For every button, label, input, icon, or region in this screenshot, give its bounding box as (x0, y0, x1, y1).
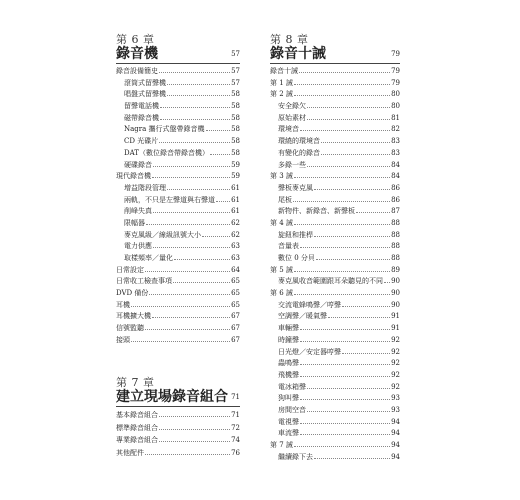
toc-entry-page: 76 (231, 448, 240, 457)
toc-entry-title: 數位 0 分貝 (278, 254, 315, 262)
toc-entry-page: 92 (391, 347, 400, 356)
toc-entry (270, 206, 400, 218)
toc-entry-page: 80 (391, 102, 400, 111)
toc-entry-title: 多錄一些 (278, 160, 306, 169)
dot-leader (328, 317, 390, 318)
toc-entry-title: 第 2 誡 (270, 90, 293, 99)
toc-entry (270, 311, 400, 323)
toc-entry-title: CD 光碟片 (124, 137, 159, 146)
chapter-8-title (270, 46, 400, 64)
toc-entry (270, 335, 400, 347)
toc-entry (270, 265, 400, 277)
toc-entry (270, 195, 400, 207)
toc-entry-page: 79 (391, 67, 400, 75)
toc-entry-title: 環境音 (278, 125, 299, 134)
dot-leader (294, 177, 390, 178)
dot-leader (300, 364, 390, 365)
toc-entry-title: 接頭 (116, 335, 130, 344)
toc-entry (116, 124, 240, 136)
toc-entry-page: 72 (231, 423, 240, 432)
toc-entry-page: 57 (231, 78, 240, 87)
dot-leader (300, 399, 390, 400)
dot-leader (314, 189, 390, 190)
toc-entry-title: 空調聲／暖氣聲 (278, 312, 327, 321)
dot-leader (293, 201, 390, 202)
toc-entry-title: 時鐘聲 (278, 335, 299, 344)
dot-leader (159, 416, 230, 417)
toc-entry-page: 89 (391, 265, 400, 274)
toc-entry (116, 101, 240, 113)
dot-leader (300, 329, 390, 330)
toc-entry-page: 82 (391, 125, 400, 134)
chapter-8-label: 第 8 章 (270, 33, 309, 46)
toc-entry-page: 62 (231, 218, 240, 227)
toc-entry-page: 65 (231, 277, 240, 286)
chapter-6-section (116, 33, 240, 347)
toc-entry-page: 79 (391, 78, 400, 87)
toc-entry (270, 113, 400, 125)
toc-entry-title: 安全錄欠 (278, 102, 306, 111)
toc-entry-title: 交流電蜂鳴聲／哼聲 (278, 300, 341, 309)
toc-entry (270, 101, 400, 113)
dot-leader (314, 236, 390, 237)
toc-entry-page: 88 (391, 242, 400, 251)
toc-entry (270, 300, 400, 312)
toc-entry (270, 89, 400, 101)
chapter-6-entries (116, 66, 240, 347)
toc-entry-title: 耳機 (116, 300, 130, 309)
toc-entry-page: 93 (391, 394, 400, 403)
chapter-7-title-text: 建立現場錄音組合 (116, 389, 228, 405)
dot-leader (210, 154, 230, 155)
toc-entry-page: 65 (231, 300, 240, 309)
toc-entry (270, 440, 400, 452)
toc-entry-title: 專業錄音組合 (116, 436, 158, 444)
toc-entry (270, 124, 400, 136)
toc-entry (116, 195, 240, 207)
toc-entry-title: 留聲電話機 (124, 102, 159, 111)
toc-entry (270, 253, 400, 265)
toc-entry (270, 323, 400, 335)
toc-entry-page: 63 (231, 242, 240, 251)
toc-entry-title: 聲板麥克風 (278, 183, 313, 192)
chapter-7-entries (116, 409, 240, 459)
toc-entry (270, 370, 400, 382)
toc-entry-title: 基本錄音組合 (116, 411, 158, 419)
dot-leader (307, 411, 390, 412)
toc-entry-page: 94 (391, 417, 400, 426)
toc-entry (116, 113, 240, 125)
dot-leader (174, 259, 230, 260)
toc-entry-title: 錄音設備簡史 (116, 67, 158, 75)
toc-entry (270, 171, 400, 183)
toc-entry (116, 89, 240, 101)
toc-entry-title: 尾板 (278, 195, 292, 204)
toc-entry-title: 車流聲 (278, 429, 299, 438)
toc-entry-page: 87 (391, 207, 400, 216)
toc-entry (270, 428, 400, 440)
chapter-8-entries (270, 66, 400, 463)
toc-entry-title: 音量表 (278, 242, 299, 251)
toc-entry (270, 393, 400, 405)
dot-leader (384, 282, 390, 283)
toc-entry-page: 83 (391, 137, 400, 146)
toc-entry (270, 347, 400, 359)
toc-entry (270, 160, 400, 172)
dot-leader (167, 95, 230, 96)
toc-entry-page: 84 (391, 172, 400, 181)
toc-entry-page: 88 (391, 218, 400, 227)
dot-leader (321, 154, 390, 155)
toc-entry (116, 276, 240, 288)
dot-leader (294, 294, 390, 295)
toc-entry-page: 62 (231, 230, 240, 239)
toc-entry-title: 麥克風收音範圍跟耳朵聽見的不同 (278, 277, 383, 286)
toc-entry (116, 335, 240, 347)
toc-entry (270, 417, 400, 429)
toc-entry-page: 58 (231, 137, 240, 146)
toc-entry (270, 218, 400, 230)
chapter-7-section (116, 376, 240, 459)
toc-entry-page: 88 (391, 254, 400, 262)
toc-entry-title: 日光燈／安定器哼聲 (278, 347, 341, 356)
toc-entry-page: 59 (231, 172, 240, 181)
toc-entry (116, 253, 240, 265)
toc-entry (116, 78, 240, 90)
toc-entry-title: 環繞的環境音 (278, 137, 320, 146)
toc-entry-page: 59 (231, 160, 240, 169)
dot-leader (300, 247, 390, 248)
toc-entry (270, 276, 400, 288)
toc-entry (116, 409, 240, 422)
toc-entry (270, 405, 400, 417)
dot-leader (300, 130, 390, 131)
toc-entry-page: 65 (231, 289, 240, 298)
toc-entry (270, 382, 400, 394)
toc-entry-page: 94 (391, 429, 400, 438)
toc-entry-title: 第 4 誡 (270, 218, 293, 227)
toc-entry-title: 其他配件 (116, 448, 144, 457)
toc-entry-page: 88 (391, 230, 400, 239)
toc-entry-page: 64 (231, 265, 240, 274)
toc-entry (116, 300, 240, 312)
chapter-6-page: 57 (231, 50, 240, 58)
chapter-8-page: 79 (391, 50, 400, 58)
toc-entry-title: 兩軌，不只是左聲道與右聲道 (124, 195, 215, 204)
chapter-6-title (116, 46, 240, 64)
toc-entry-title: 有變化的錄音 (278, 148, 320, 157)
dot-leader (294, 224, 390, 225)
dot-leader (300, 434, 390, 435)
dot-leader (202, 236, 230, 237)
toc-entry-page: 92 (391, 370, 400, 379)
toc-entry-page: 90 (391, 300, 400, 309)
toc-entry-page: 91 (391, 312, 400, 321)
toc-entry-title: 削峰失真 (124, 207, 152, 216)
toc-entry-title: 第 1 誡 (270, 78, 293, 87)
dot-leader (316, 259, 390, 260)
toc-entry-title: 日常收工檢查事項 (116, 277, 172, 286)
toc-entry-page: 63 (231, 254, 240, 262)
toc-entry-page: 58 (231, 90, 240, 99)
toc-entry (270, 148, 400, 160)
toc-entry-title: 日常設定 (116, 265, 144, 274)
dot-leader (294, 446, 390, 447)
toc-entry (270, 183, 400, 195)
toc-entry-page: 92 (391, 359, 400, 368)
chapter-7-page: 71 (231, 393, 240, 401)
toc-entry-page: 58 (231, 125, 240, 134)
toc-entry-page: 67 (231, 324, 240, 333)
toc-entry-title: 增益階段管理 (124, 183, 166, 192)
toc-entry-title: 磁帶錄音機 (124, 113, 159, 122)
dot-leader (131, 306, 230, 307)
toc-entry-title: 車輛聲 (278, 324, 299, 333)
toc-entry-title: 第 5 誡 (270, 265, 293, 274)
toc-entry-page: 86 (391, 183, 400, 192)
chapter-8-title-text: 錄音十誡 (270, 46, 326, 62)
dot-leader (153, 166, 230, 167)
dot-leader (131, 341, 230, 342)
toc-entry-title: 耳機擴大機 (116, 312, 151, 321)
dot-leader (342, 306, 390, 307)
toc-entry-title: 狗叫聲 (278, 394, 299, 403)
toc-entry-page: 90 (391, 277, 400, 286)
dot-leader (153, 212, 230, 213)
toc-entry (270, 78, 400, 90)
toc-entry-page: 91 (391, 324, 400, 333)
toc-entry-page: 71 (231, 411, 240, 419)
toc-entry-title: 標準錄音組合 (116, 423, 158, 432)
toc-entry-title: 取樣頻率／量化 (124, 254, 173, 262)
dot-leader (152, 317, 230, 318)
toc-entry (116, 183, 240, 195)
toc-entry (116, 171, 240, 183)
dot-leader (153, 247, 230, 248)
toc-entry (116, 206, 240, 218)
toc-entry-page: 83 (391, 148, 400, 157)
dot-leader (145, 271, 230, 272)
chapter-6-title-text: 錄音機 (116, 46, 158, 62)
toc-entry-page: 92 (391, 382, 400, 391)
toc-entry-title: 新物件、新錄音、新聲板 (278, 207, 355, 216)
dot-leader (314, 458, 390, 459)
chapter-7-label: 第 7 章 (116, 376, 155, 389)
dot-leader (321, 142, 390, 143)
toc-entry-title: 蟲鳴聲 (278, 359, 299, 368)
toc-entry-page: 94 (391, 452, 400, 461)
toc-entry-title: 房間空音 (278, 405, 306, 414)
toc-entry-title: 電冰箱聲 (278, 382, 306, 391)
dot-leader (160, 119, 230, 120)
dot-leader (160, 107, 230, 108)
dot-leader (173, 282, 230, 283)
chapter-7-title (116, 389, 240, 407)
toc-entry-title: DAT（數位錄音帶錄音機） (124, 148, 209, 157)
toc-entry (116, 422, 240, 435)
dot-leader (294, 84, 390, 85)
toc-entry-title: 旋鈕和推桿 (278, 230, 313, 239)
toc-entry-page: 92 (391, 335, 400, 344)
toc-entry-page: 81 (391, 113, 400, 122)
toc-entry-title: 飛機聲 (278, 370, 299, 379)
dot-leader (159, 72, 230, 73)
dot-leader (300, 423, 390, 424)
toc-entry-title: 電視聲 (278, 417, 299, 426)
toc-entry-title: 麥克風級／線級訊號大小 (124, 230, 201, 239)
dot-leader (146, 224, 230, 225)
toc-entry (116, 241, 240, 253)
dot-leader (300, 376, 390, 377)
toc-entry-page: 90 (391, 289, 400, 298)
toc-entry-title: 硬碟錄音 (124, 160, 152, 169)
toc-entry (270, 452, 400, 464)
dot-leader (149, 294, 230, 295)
toc-entry-title: 第 6 誡 (270, 289, 293, 298)
toc-entry (270, 66, 400, 78)
toc-entry-title: 第 7 誡 (270, 441, 293, 449)
toc-entry-page: 61 (231, 195, 240, 204)
dot-leader (307, 166, 390, 167)
dot-leader (145, 329, 230, 330)
toc-entry-page: 67 (231, 312, 240, 321)
dot-leader (307, 388, 390, 389)
dot-leader (307, 107, 390, 108)
dot-leader (294, 95, 390, 96)
dot-leader (167, 189, 230, 190)
toc-entry-title: 信號監聽 (116, 324, 144, 333)
dot-leader (206, 130, 231, 131)
toc-entry (116, 160, 240, 172)
dot-leader (159, 441, 230, 442)
toc-entry-title: 滾筒式留聲機 (124, 78, 166, 87)
toc-entry (270, 241, 400, 253)
toc-entry-title: Nagra 攜行式盤帶錄音機 (124, 125, 205, 134)
toc-entry-page: 58 (231, 148, 240, 157)
toc-entry-title: 現代錄音機 (116, 172, 151, 181)
toc-entry-title: 第 3 誡 (270, 172, 293, 181)
toc-entry-title: 錄音十誡 (270, 67, 298, 75)
dot-leader (159, 429, 230, 430)
dot-leader (145, 454, 230, 455)
toc-entry-page: 80 (391, 90, 400, 99)
toc-entry-page: 58 (231, 113, 240, 122)
toc-entry-page: 67 (231, 335, 240, 344)
dot-leader (167, 84, 230, 85)
dot-leader (299, 72, 390, 73)
toc-entry-page: 61 (231, 183, 240, 192)
toc-entry-page: 61 (231, 207, 240, 216)
toc-entry (116, 323, 240, 335)
toc-entry-page: 84 (391, 160, 400, 169)
toc-entry-page: 58 (231, 102, 240, 111)
dot-leader (216, 201, 230, 202)
dot-leader (356, 212, 390, 213)
toc-entry-title: 電力供應 (124, 242, 152, 251)
dot-leader (152, 177, 230, 178)
dot-leader (307, 119, 390, 120)
toc-entry (116, 434, 240, 447)
toc-entry (116, 148, 240, 160)
toc-entry (116, 288, 240, 300)
toc-entry-title: DVD 備份 (116, 289, 149, 298)
toc-entry (116, 230, 240, 242)
dot-leader (300, 341, 390, 342)
toc-entry-title: 唱盤式留聲機 (124, 90, 166, 99)
toc-entry (116, 447, 240, 460)
toc-entry (116, 136, 240, 148)
toc-entry (116, 218, 240, 230)
dot-leader (294, 271, 390, 272)
toc-entry (116, 66, 240, 78)
toc-entry-page: 74 (231, 436, 240, 444)
toc-entry-title: 繼續錄下去 (278, 452, 313, 461)
toc-entry-page: 57 (231, 67, 240, 75)
chapter-6-label: 第 6 章 (116, 33, 155, 46)
chapter-8-section (270, 33, 400, 463)
toc-entry-page: 93 (391, 405, 400, 414)
toc-entry (270, 288, 400, 300)
toc-entry-title: 限幅器 (124, 218, 145, 227)
toc-entry (270, 358, 400, 370)
toc-entry-page: 86 (391, 195, 400, 204)
toc-entry-page: 94 (391, 441, 400, 449)
toc-entry (270, 136, 400, 148)
dot-leader (159, 142, 230, 143)
dot-leader (342, 353, 390, 354)
toc-entry (116, 265, 240, 277)
toc-entry (116, 311, 240, 323)
toc-entry (270, 230, 400, 242)
toc-entry-title: 原始素材 (278, 113, 306, 122)
